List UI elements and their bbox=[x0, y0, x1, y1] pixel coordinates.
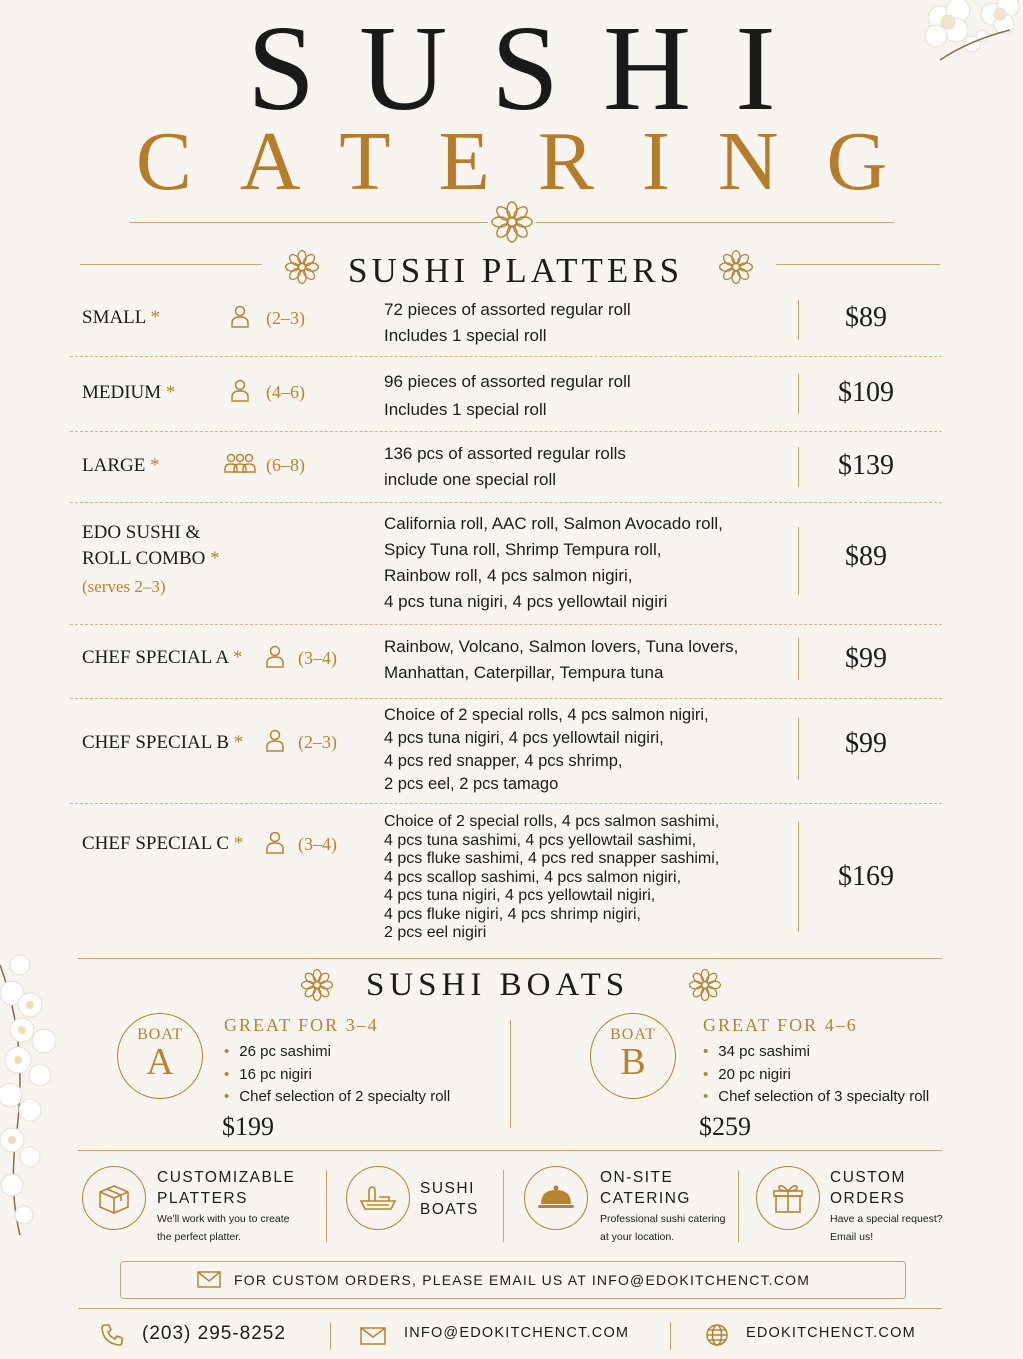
person-icon bbox=[230, 379, 250, 403]
phone-icon bbox=[100, 1323, 124, 1347]
flower-ornament-icon bbox=[300, 968, 334, 1002]
serves-count: (serves 2–3) bbox=[82, 577, 166, 596]
list-item: • 20 pc nigiri bbox=[703, 1064, 929, 1087]
email-banner-text: FOR CUSTOM ORDERS, PLEASE EMAIL US AT INFO@EDOKITCHENCT.COM bbox=[234, 1272, 811, 1288]
column-divider bbox=[326, 1170, 327, 1242]
globe-icon bbox=[705, 1323, 729, 1347]
boat-contents-list bbox=[703, 1041, 929, 1109]
row-divider bbox=[70, 356, 942, 357]
divider bbox=[776, 264, 940, 265]
flower-ornament-icon bbox=[284, 249, 320, 285]
divider bbox=[78, 1150, 942, 1151]
column-divider bbox=[798, 527, 799, 595]
row-divider bbox=[70, 624, 942, 625]
platter-price: $89 bbox=[845, 541, 887, 572]
person-icon bbox=[265, 831, 285, 855]
cloche-icon bbox=[524, 1166, 588, 1230]
serves-count: (2–3) bbox=[266, 308, 305, 328]
boat-price: $199 bbox=[222, 1112, 274, 1141]
person-icon bbox=[265, 645, 285, 669]
divider bbox=[80, 264, 262, 265]
list-item: • 34 pc sashimi bbox=[703, 1041, 929, 1064]
column-divider bbox=[798, 374, 799, 414]
flower-ornament-icon bbox=[490, 200, 534, 244]
person-icon bbox=[265, 729, 285, 753]
platter-name: CHEF SPECIAL B * bbox=[82, 732, 244, 753]
person-icon bbox=[230, 305, 250, 329]
footer-email[interactable]: INFO@EDOKITCHENCT.COM bbox=[404, 1325, 630, 1341]
row-divider bbox=[70, 431, 942, 432]
platter-description: Rainbow, Volcano, Salmon lovers, Tuna lovers, Manhattan, Caterpillar, Tempura tuna bbox=[384, 637, 739, 682]
boat-a-badge bbox=[117, 1013, 203, 1099]
cherry-blossom-left bbox=[0, 945, 80, 1245]
platter-price: $169 bbox=[838, 861, 894, 892]
column-divider bbox=[798, 447, 799, 487]
envelope-icon bbox=[360, 1327, 386, 1345]
list-item: • 16 pc nigiri bbox=[224, 1064, 450, 1087]
boat-great-for: GREAT FOR 3–4 bbox=[224, 1015, 379, 1035]
title-catering: CATERING bbox=[135, 115, 936, 208]
column-divider bbox=[503, 1170, 504, 1242]
boat-badge-letter: B bbox=[620, 1041, 646, 1083]
serves-count: (6–8) bbox=[266, 455, 305, 475]
serves-count: (4–6) bbox=[266, 382, 305, 402]
feature-title: SUSHI BOATS bbox=[420, 1180, 479, 1218]
row-divider bbox=[70, 502, 942, 503]
flower-ornament-icon bbox=[688, 968, 722, 1002]
platter-description: California roll, AAC roll, Salmon Avocado roll, Spicy Tuna roll, Shrimp Tempura roll, Rainbow roll, 4 pcs salmon nigiri, 4 pcs tuna nigiri, 4 pcs yellowtail nigiri bbox=[384, 514, 723, 611]
boat-b-badge bbox=[590, 1013, 676, 1099]
boat-badge-word: BOAT bbox=[610, 1026, 656, 1043]
list-item: • Chef selection of 2 specialty roll bbox=[224, 1086, 450, 1109]
serves-count: (3–4) bbox=[298, 648, 337, 668]
feature-title: CUSTOM ORDERS bbox=[830, 1169, 906, 1207]
platter-price: $139 bbox=[838, 450, 894, 481]
platter-name: CHEF SPECIAL A * bbox=[82, 647, 243, 668]
platter-name: LARGE * bbox=[82, 455, 160, 476]
platter-description: 136 pcs of assorted regular rolls include one special roll bbox=[384, 444, 626, 489]
column-divider bbox=[330, 1322, 331, 1350]
divider bbox=[130, 222, 488, 223]
divider bbox=[536, 222, 894, 223]
row-divider bbox=[70, 698, 942, 699]
boat-price: $259 bbox=[699, 1112, 751, 1141]
section-title-boats: SUSHI BOATS bbox=[366, 967, 630, 1003]
gift-icon bbox=[756, 1166, 820, 1230]
platter-name: SMALL * bbox=[82, 307, 160, 328]
title-sushi: SUSHI bbox=[247, 1, 820, 136]
divider bbox=[78, 958, 942, 959]
feature-title: ON-SITE CATERING bbox=[600, 1169, 691, 1207]
box-icon bbox=[82, 1166, 146, 1230]
list-item: • 26 pc sashimi bbox=[224, 1041, 450, 1064]
platter-description: Choice of 2 special rolls, 4 pcs salmon sashimi, 4 pcs tuna sashimi, 4 pcs yellowtail sashimi, 4 pcs fluke sashimi, 4 pcs red snapper sashimi, 4 pcs scallop sashimi, 4 pcs salmon nigiri, 4 pcs tuna nigiri, 4 pcs yellowtail nigiri, 4 pcs fluke nigiri, 4 pcs shrimp nigiri, 2 pcs eel nigiri bbox=[384, 813, 720, 941]
column-divider bbox=[798, 638, 799, 680]
serves-count: (3–4) bbox=[298, 834, 337, 854]
row-divider bbox=[70, 803, 942, 804]
footer-phone[interactable]: (203) 295-8252 bbox=[142, 1323, 286, 1344]
boat-badge-letter: A bbox=[146, 1041, 174, 1083]
column-divider bbox=[510, 1020, 511, 1128]
section-title-platters: SUSHI PLATTERS bbox=[348, 251, 684, 290]
platter-description: 96 pieces of assorted regular roll Includes 1 special roll bbox=[384, 372, 631, 419]
feature-subtitle: Have a special request? Email us! bbox=[830, 1213, 943, 1243]
boat-contents-list bbox=[224, 1041, 450, 1109]
boat-great-for: GREAT FOR 4–6 bbox=[703, 1015, 858, 1035]
flower-ornament-icon bbox=[718, 249, 754, 285]
feature-title: CUSTOMIZABLE PLATTERS bbox=[157, 1169, 296, 1207]
platter-price: $109 bbox=[838, 377, 894, 408]
feature-subtitle: We'll work with you to create the perfect platter. bbox=[157, 1213, 290, 1243]
list-item: • Chef selection of 3 specialty roll bbox=[703, 1086, 929, 1109]
column-divider bbox=[670, 1322, 671, 1350]
divider bbox=[78, 1308, 942, 1309]
column-divider bbox=[798, 300, 799, 340]
platter-description: 72 pieces of assorted regular roll Includes 1 special roll bbox=[384, 300, 631, 345]
column-divider bbox=[738, 1170, 739, 1242]
serves-count: (2–3) bbox=[298, 732, 337, 752]
column-divider bbox=[798, 718, 799, 780]
boat-badge-word: BOAT bbox=[137, 1026, 183, 1043]
platter-price: $89 bbox=[845, 302, 887, 333]
column-divider bbox=[798, 822, 799, 932]
platter-name: MEDIUM * bbox=[82, 382, 176, 403]
platter-name: EDO SUSHI & ROLL COMBO * bbox=[82, 522, 220, 569]
boat-icon bbox=[346, 1166, 410, 1230]
platter-price: $99 bbox=[845, 643, 887, 674]
platter-name: CHEF SPECIAL C * bbox=[82, 833, 244, 854]
feature-subtitle: Professional sushi catering at your location. bbox=[600, 1213, 726, 1243]
envelope-icon bbox=[197, 1271, 221, 1288]
group-icon bbox=[224, 452, 256, 476]
platter-price: $99 bbox=[845, 728, 887, 759]
footer-website[interactable]: EDOKITCHENCT.COM bbox=[746, 1325, 916, 1341]
platter-description: Choice of 2 special rolls, 4 pcs salmon nigiri, 4 pcs tuna nigiri, 4 pcs yellowtail nigiri, 4 pcs red snapper, 4 pcs shrimp, 2 pcs eel, 2 pcs tamago bbox=[384, 706, 709, 793]
